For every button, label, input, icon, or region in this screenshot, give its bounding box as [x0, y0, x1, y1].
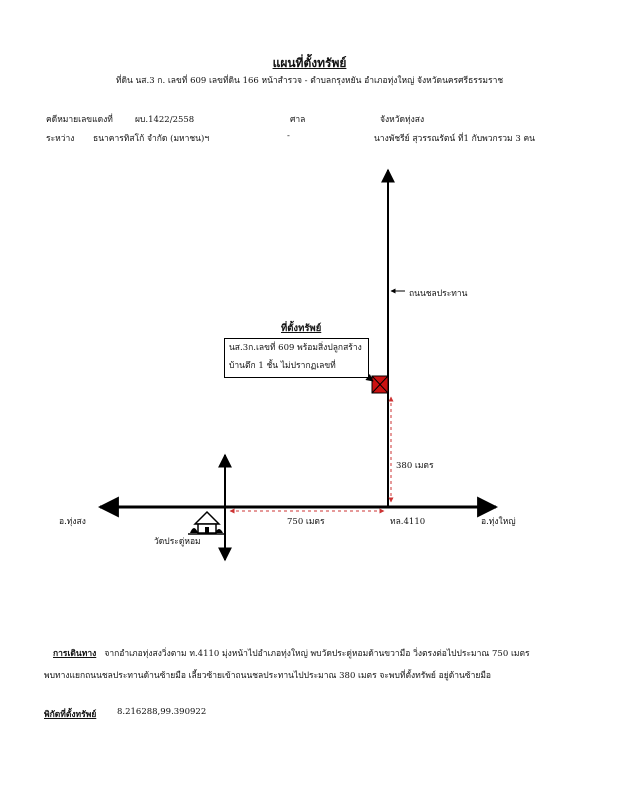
directions-line-1: จากอำเภอทุ่งสงวิ่งตาม ท.4110 มุ่งหน้าไปอำเภอทุ่งใหญ่ พบวัดประดู่หอมด้านขวามือ วิ่งตรงต่อไปประมาณ 750 เมตร: [104, 649, 530, 659]
case-number: ผบ.1422/2558: [135, 115, 195, 125]
location-title: ที่ตั้งทรัพย์: [281, 323, 322, 334]
separator-dash: -: [287, 131, 290, 141]
west-destination-label: อ.ทุ่งสง: [59, 517, 86, 527]
page-subtitle: ที่ดิน นส.3 ก. เลขที่ 609 เลขที่ดิน 166 หน้าสำรวจ - ตำบลกรุงหยัน อำเภอทุ่งใหญ่ จังหวัดนครศรีธรรมราช: [115, 76, 504, 86]
case-label: คดีหมายเลขแดงที่: [46, 115, 113, 125]
distance-vertical-label: 380 เมตร: [396, 461, 434, 471]
highway-label: ทล.4110: [390, 517, 426, 527]
page-title: แผนที่ตั้งทรัพย์: [272, 56, 347, 70]
road-label-irrigation: ถนนชลประทาน: [409, 289, 468, 299]
court-name: จังหวัดทุ่งสง: [380, 115, 425, 125]
location-line-2: บ้านตึก 1 ชั้น ไม่ปรากฏเลขที่: [229, 361, 336, 371]
temple-icon: [188, 512, 224, 534]
directions-line-1-row: [53, 646, 530, 660]
coordinates-heading: พิกัดที่ตั้งทรัพย์: [44, 710, 97, 720]
distance-horizontal-label: 750 เมตร: [287, 517, 325, 527]
directions-heading: การเดินทาง: [53, 649, 97, 659]
east-destination-label: อ.ทุ่งใหญ่: [481, 517, 516, 527]
directions-line-2: พบทางแยกถนนชลประทานด้านซ้ายมือ เลี้ยวซ้ายเข้าถนนชลประทานไปประมาณ 380 เมตร จะพบที่ตั้งทรัพย์ อยู่ด้านซ้ายมือ: [44, 671, 492, 681]
between-label: ระหว่าง: [46, 134, 75, 144]
coordinates-value: 8.216288,99.390922: [117, 707, 207, 717]
property-marker-icon: [372, 376, 388, 393]
location-line-1: นส.3ก.เลขที่ 609 พร้อมสิ่งปลูกสร้าง: [229, 343, 362, 353]
temple-label: วัดประดู่หอม: [154, 537, 201, 547]
defendant-name: นางพัชรีย์ สุวรรณรัตน์ ที่1 กับพวกรวม 3 คน: [374, 134, 535, 144]
plaintiff-name: ธนาคารทิสโก้ จำกัด (มหาชน)ฯ: [93, 134, 210, 144]
location-description-box: [224, 338, 369, 378]
court-label: ศาล: [290, 115, 306, 125]
